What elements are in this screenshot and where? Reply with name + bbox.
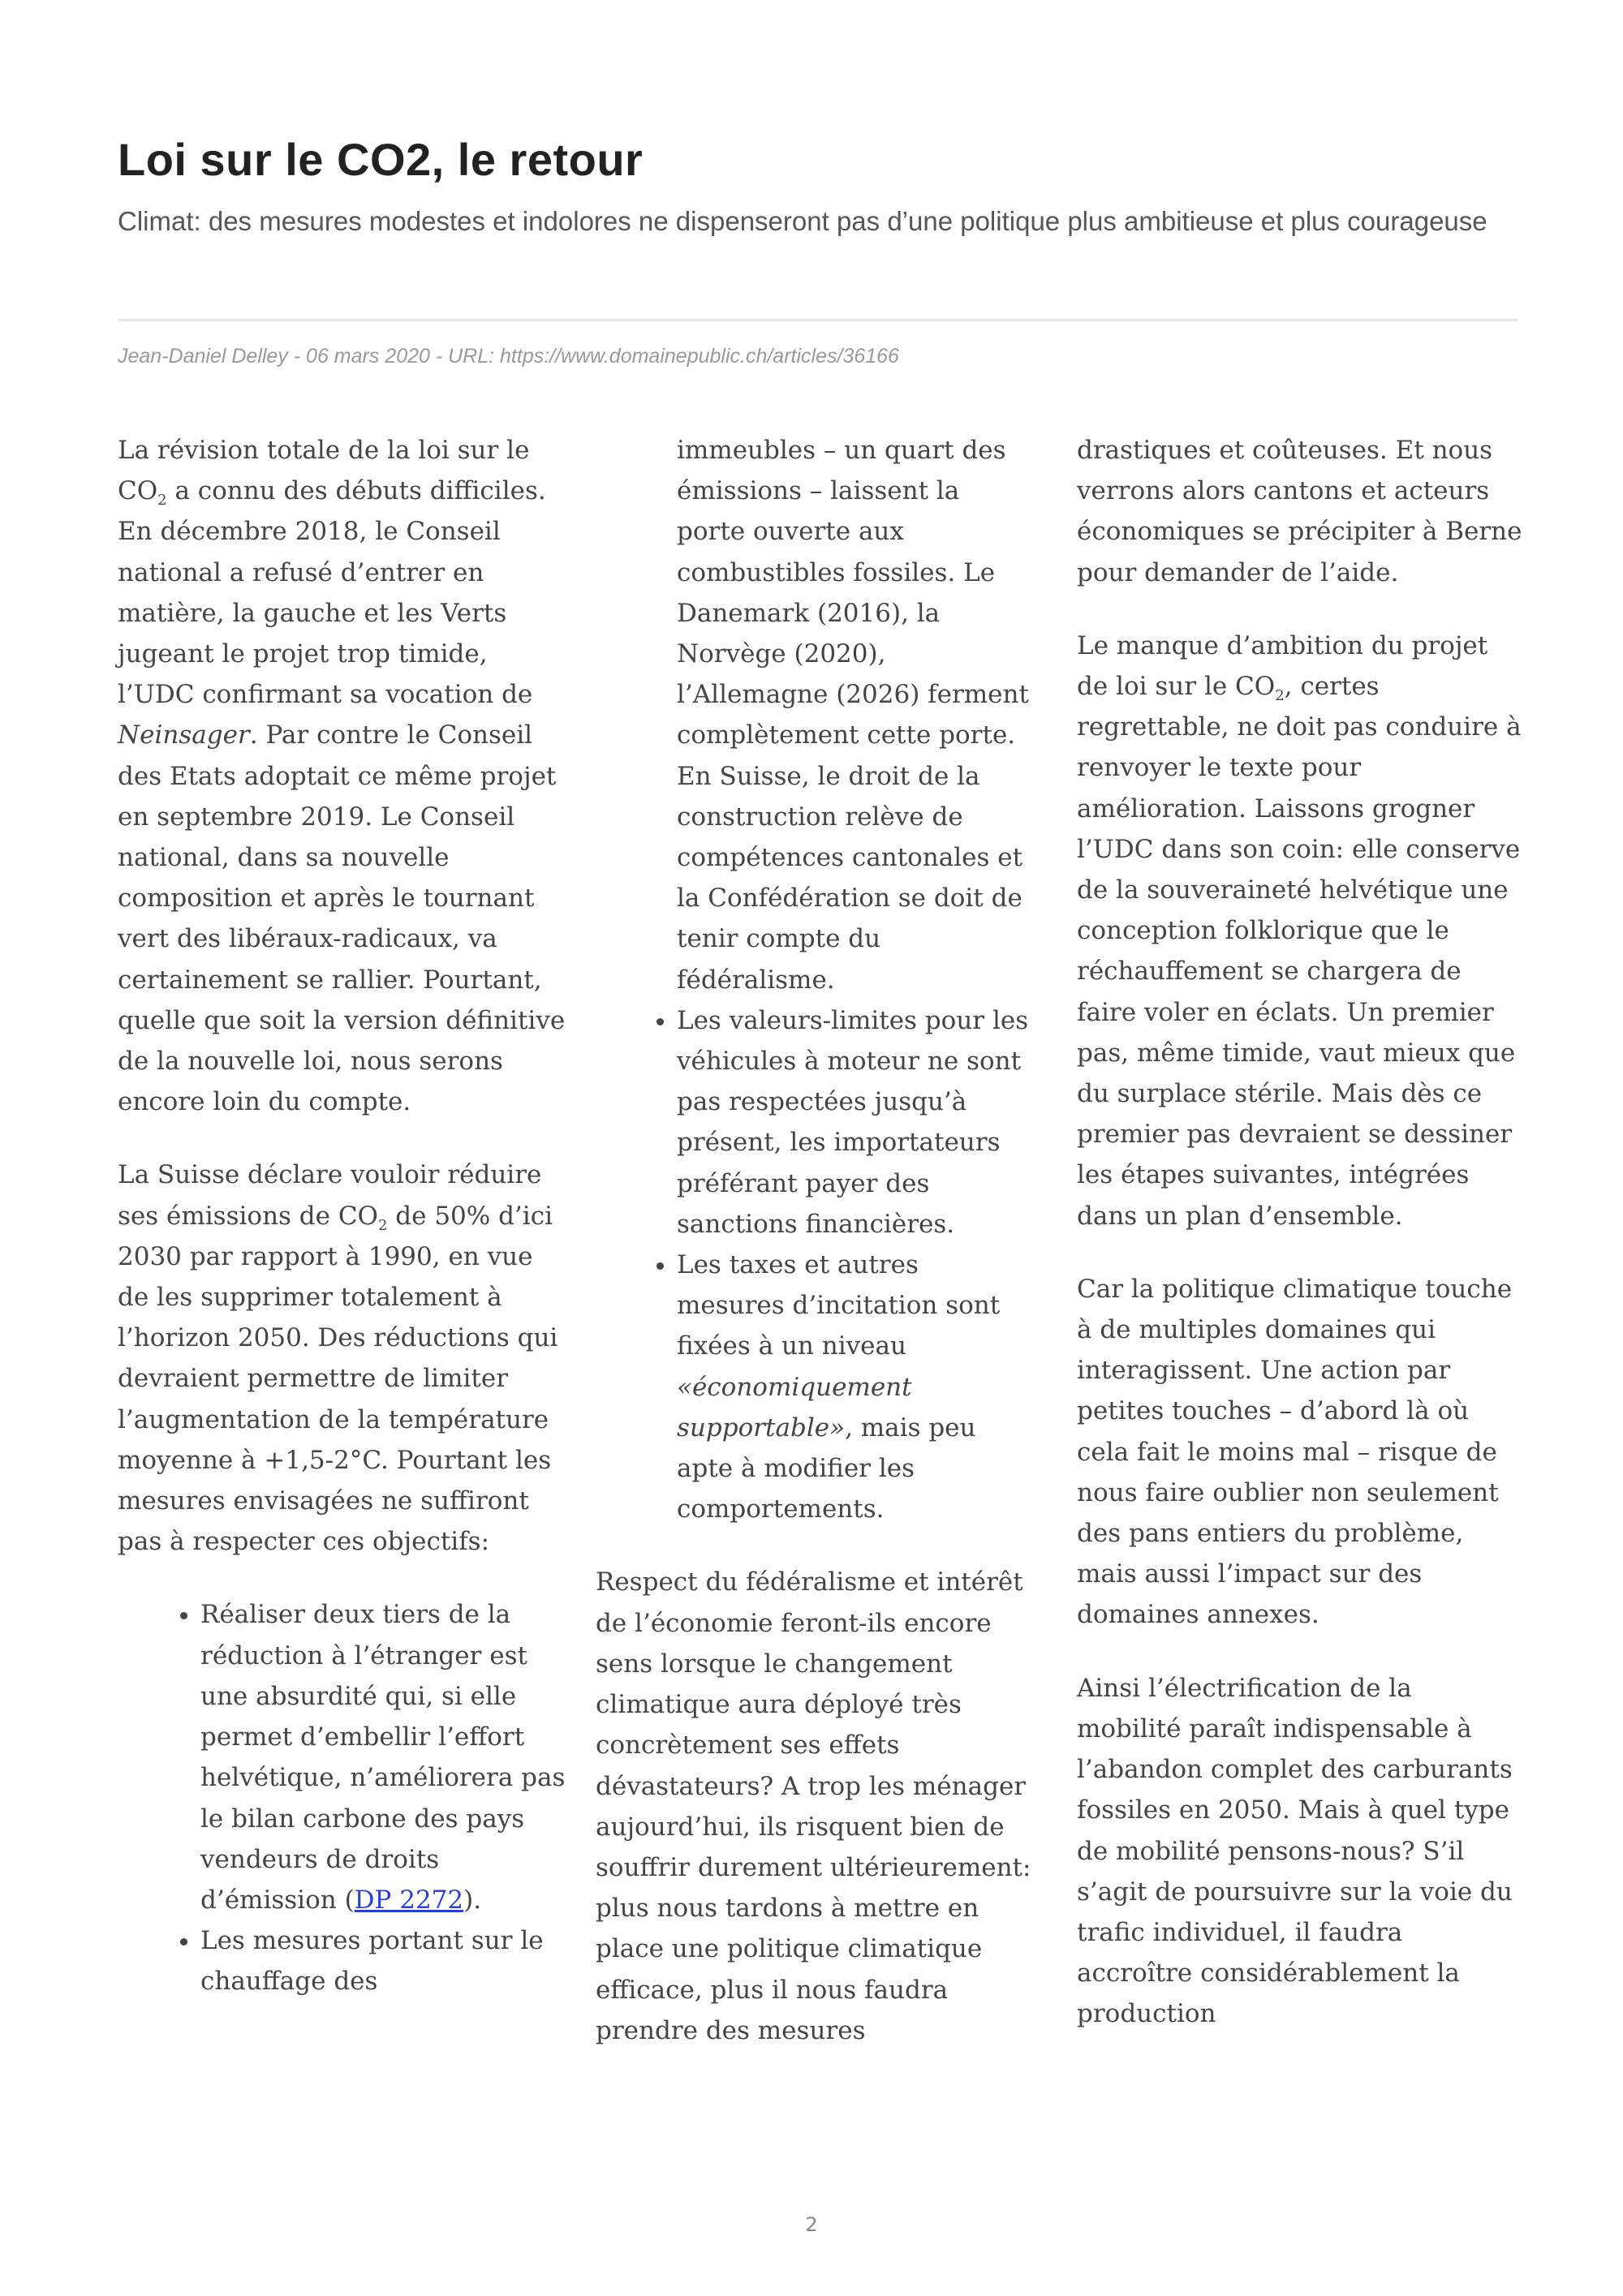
text-column-3 — [1077, 430, 1523, 2067]
text-column-1 — [118, 430, 568, 2035]
text-run: La Suisse déclare vouloir réduire ses émissions de CO — [118, 1160, 542, 1231]
article-byline: Jean-Daniel Delley - 06 mars 2020 - URL: https://www.domainepublic.ch/articles/36166 — [118, 345, 899, 368]
text-run: , mais peu apte à modifier les comportements. — [677, 1412, 976, 1524]
article-title: Loi sur le CO2, le retour — [118, 134, 644, 185]
paragraph-6: Ainsi l’électrification de la mobilité paraît indispensable à l’abandon complet des carburants fossiles en 2050. Mais à quel type de mobilité pensons-nous? S’il s’agit de poursuivre sur la voie du trafic individuel, il faudra accroître considérablement la production — [1077, 1673, 1513, 2029]
paragraph-2 — [118, 1154, 568, 1562]
list-item: • Les mesures portant sur le chauffage des — [200, 1920, 568, 2001]
subscript: 2 — [157, 492, 167, 510]
text-run: Réaliser deux tiers de la réduction à l’étranger est une absurdité qui, si elle permet d’embellir l’effort helvétique, n’améliorera pas le bilan carbone des pays vendeurs de droits d’émission ( — [200, 1600, 566, 1915]
header-divider — [118, 319, 1518, 321]
text-run: La révision totale de la loi sur le CO — [118, 436, 530, 506]
measures-list-continued — [596, 1000, 1034, 1530]
article-subtitle: Climat: des mesures modestes et indolores ne dispenseront pas d’une politique plus ambitieuse et plus courageuse — [118, 206, 1487, 236]
paragraph-1 — [118, 430, 568, 1122]
list-item — [200, 1594, 568, 1920]
subscript: 2 — [1275, 687, 1285, 705]
text-run: ). — [463, 1885, 482, 1915]
list-item — [677, 1245, 1034, 1529]
subscript: 2 — [377, 1216, 388, 1234]
text-run: Les taxes et autres mesures d’incitation sont fixées à un niveau — [677, 1250, 1001, 1361]
text-run: , certes regrettable, ne doit pas conduire à renvoyer le texte pour amélioration. Laissons grogner l’UDC dans son coin: elle conserve de la souveraineté helvétique une conception folklorique que le réchauffement se chargera de faire voler en éclats. Un premier pas, même timide, vaut mieux que du surplace stérile. Mais dès ce premier pas devraient se dessiner les étapes suivantes, intégrées dans un plan d’ensemble. — [1077, 672, 1522, 1231]
paragraph-3: Respect du fédéralisme et intérêt de l’économie feront-ils encore sens lorsque le changement climatique aura déployé très concrètement ses effets dévastateurs? A trop les ménager aujourd’hui, ils risquent bien de souffrir durement ultérieurement: plus nous tardons à mettre en place une politique climatique efficace, plus il nous faudra prendre des mesures — [596, 1567, 1031, 2045]
paragraph-5: Car la politique climatique touche à de multiples domaines qui interagissent. Une action par petites touches – d’abord là où cela fait le moins mal – risque de nous faire oublier non seulement des pans entiers du problème, mais aussi l’impact sur des domaines annexes. — [1077, 1274, 1513, 1630]
list-item-continuation: immeubles – un quart des émissions – laissent la porte ouverte aux combustibles fossiles. Le Danemark (2016), la Norvège (2020), l’Allemagne (2026) ferment complètement cette porte. En Suisse, le droit de la construction relève de compétences cantonales et la Confédération se doit de tenir compte du fédéralisme. — [677, 436, 1029, 995]
paragraph-3-continuation: drastiques et coûteuses. Et nous verrons alors cantons et acteurs économiques se précipiter à Berne pour demander de l’aide. — [1077, 436, 1522, 587]
paragraph-4 — [1077, 626, 1523, 1236]
text-column-2 — [596, 430, 1034, 2083]
text-run: . Par contre le Conseil des Etats adoptait ce même projet en septembre 2019. Le Conseil national, dans sa nouvelle composition et après le tournant vert des libéraux-radicaux, va certainement se rallier. Pourtant, quelle que soit la version définitive de la nouvelle loi, nous serons encore loin du compte. — [118, 720, 566, 1117]
emphasis: Neinsager — [118, 720, 250, 750]
list-item: • Les valeurs-limites pour les véhicules à moteur ne sont pas respectées jusqu’à présent, les importateurs préférant payer des sanctions financières. — [677, 1000, 1034, 1245]
emphasis: «économiquement supportable» — [677, 1372, 912, 1443]
text-run: de 50% d’ici 2030 par rapport à 1990, en vue de les supprimer totalement à l’horizon 2050. Des réductions qui devraient permettre de limiter l’augmentation de la température moyenne à +1,5-2°C. Pourtant les mesures envisagées ne suffiront pas à respecter ces objectifs: — [118, 1201, 558, 1557]
measures-list — [118, 1594, 568, 2001]
text-run: Le manque d’ambition du projet de loi sur le CO — [1077, 630, 1488, 702]
dp-2272-link[interactable]: DP 2272 — [354, 1885, 464, 1915]
text-run: a connu des débuts difficiles. En décembre 2018, le Conseil national a refusé d’entrer en matière, la gauche et les Verts jugeant le projet trop timide, l’UDC confirmant sa vocation de — [118, 476, 546, 710]
page-number: 2 — [805, 2213, 818, 2236]
